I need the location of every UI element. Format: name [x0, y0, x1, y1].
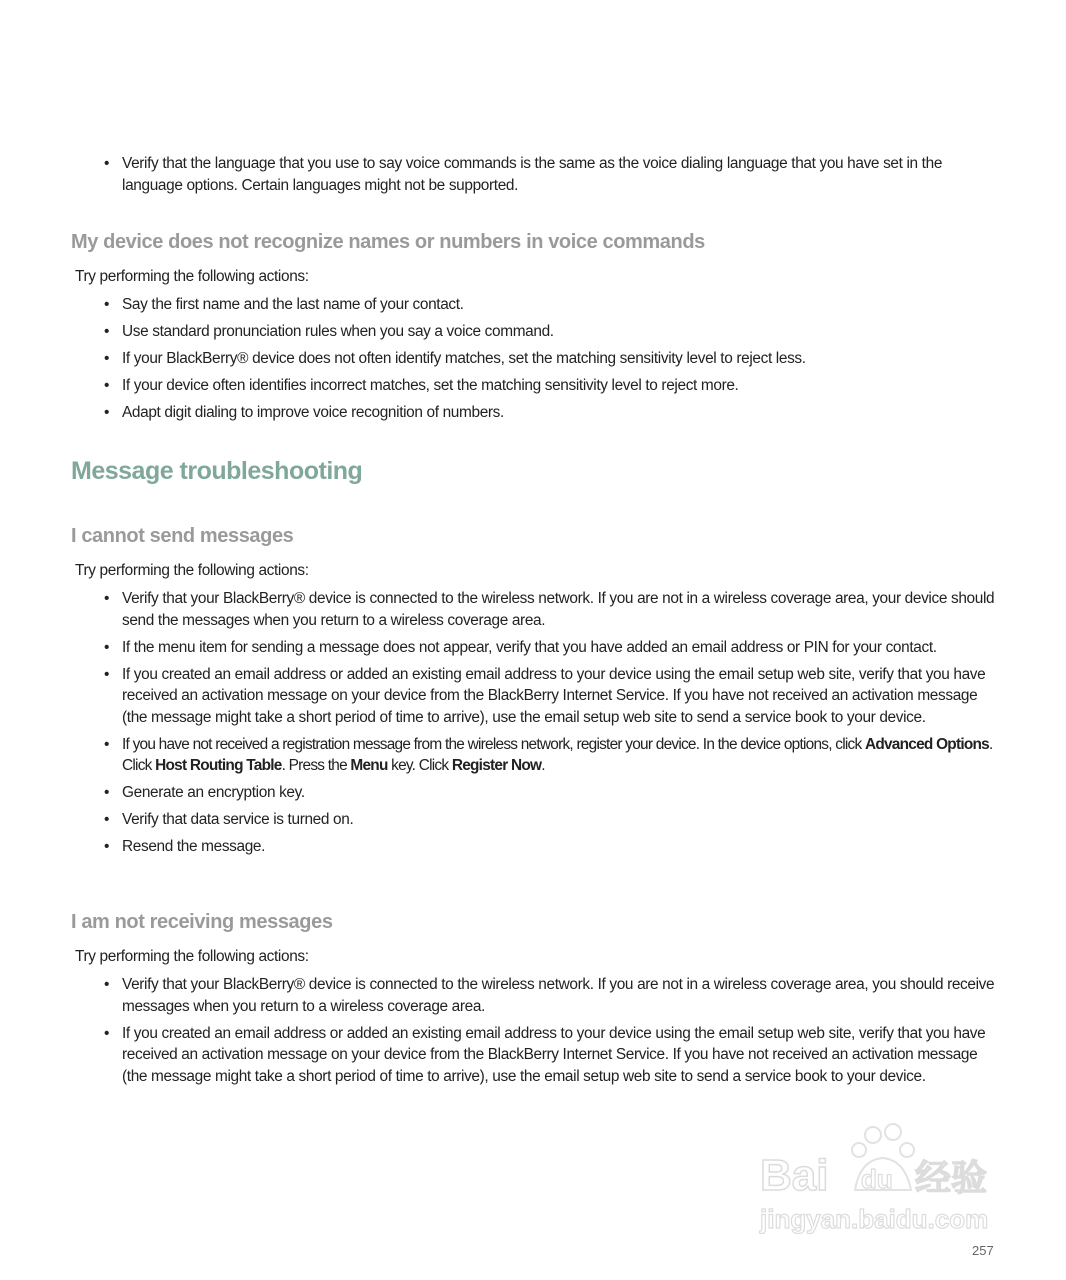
baidu-watermark-logo: [755, 1120, 1005, 1235]
text: . Press the: [281, 757, 351, 774]
section-intro: Try performing the following actions:: [75, 948, 309, 965]
svg-text:du: du: [861, 1164, 893, 1194]
list-item: • If your device often identifies incorrect matches, set the matching sensitivity level to reject more.: [0, 375, 1066, 397]
bold-text: Advanced Options: [864, 735, 989, 753]
section-heading-send: I cannot send messages: [71, 525, 294, 547]
list-item: • Resend the message.: [0, 836, 1066, 858]
list-item: • Verify that data service is turned on.: [0, 809, 1066, 831]
svg-text:jingyan.baidu.com: jingyan.baidu.com: [760, 1204, 989, 1234]
page-title: Message troubleshooting: [71, 457, 363, 485]
bullet-list-receive: [0, 974, 1066, 1093]
bold-text: Register Now: [451, 757, 542, 774]
svg-text:Bai: Bai: [760, 1151, 829, 1200]
bold-text: Menu: [350, 757, 388, 774]
svg-text:经验: 经验: [915, 1158, 988, 1199]
bullet-list-top: [0, 153, 1066, 202]
section-heading-receive: I am not receiving messages: [71, 911, 333, 933]
list-item: • Say the first name and the last name of your contact.: [0, 294, 1066, 316]
bold-text: Host Routing Table: [155, 757, 282, 774]
bullet-list-send: [0, 588, 1066, 863]
list-item: • Generate an encryption key.: [0, 782, 1066, 804]
list-item: • Verify that the language that you use to say voice commands is the same as the voice dialing language that you have set in the language options. Certain languages might not be supported.: [0, 153, 1066, 196]
text: key. Click: [387, 757, 452, 774]
section-intro: Try performing the following actions:: [75, 562, 309, 579]
list-item: • If you created an email address or added an existing email address to your device using the email setup web site, verify that you have received an activation message on your device from the BlackBerry Internet Service. If you have not received an activation message (the message might take a short period of time to arrive), use the email setup web site to send a service book to your device.: [0, 1023, 1066, 1088]
list-item: • If the menu item for sending a message does not appear, verify that you have added an email address or PIN for your contact.: [0, 637, 1066, 659]
section-heading-voice: My device does not recognize names or numbers in voice commands: [71, 231, 705, 253]
list-item-register: [0, 734, 1066, 777]
text: .: [541, 757, 545, 774]
list-item: • Verify that your BlackBerry® device is connected to the wireless network. If you are not in a wireless coverage area, your device should send the messages when you return to a wireless coverage area.: [0, 588, 1066, 631]
list-item: • Verify that your BlackBerry® device is connected to the wireless network. If you are not in a wireless coverage area, you should receive messages when you return to a wireless coverage area.: [0, 974, 1066, 1017]
list-item: • Use standard pronunciation rules when you say a voice command.: [0, 321, 1066, 343]
page-number: 257: [972, 1243, 994, 1258]
text: . Click: [122, 735, 993, 774]
bullet-list-voice: [0, 294, 1066, 429]
list-item: • If your BlackBerry® device does not often identify matches, set the matching sensitivity level to reject less.: [0, 348, 1066, 370]
text: If you have not received a registration message from the wireless network, register your device. In the device options, click: [122, 735, 865, 753]
list-item: • If you created an email address or added an existing email address to your device using the email setup web site, verify that you have received an activation message on your device from the BlackBerry Internet Service. If you have not received an activation message (the message might take a short period of time to arrive), use the email setup web site to send a service book to your device.: [0, 664, 1066, 729]
section-intro: Try performing the following actions:: [75, 268, 309, 285]
list-item: • Adapt digit dialing to improve voice recognition of numbers.: [0, 402, 1066, 424]
